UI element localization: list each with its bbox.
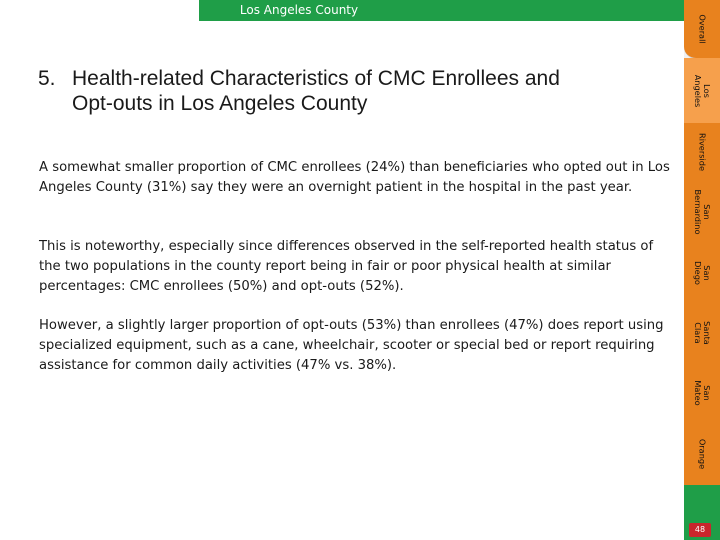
tab-overall[interactable] — [684, 0, 720, 59]
county-header-label: Los Angeles County — [239, 3, 359, 17]
county-side-nav — [684, 0, 720, 540]
title-line-1: Health-related Characteristics of CMC Enrollees and — [72, 67, 560, 90]
tab-san-diego[interactable] — [684, 243, 720, 303]
tab-san-diego-label: San Diego — [693, 260, 712, 285]
page-title — [38, 66, 678, 116]
paragraph-hospital-stay: A somewhat smaller proportion of CMC enrollees (24%) than beneficiaries who opted out in Los Angeles County (31%) say they were an overnight patient in the hospital in the past year. — [39, 160, 670, 195]
tab-san-mateo[interactable] — [684, 363, 720, 423]
tab-los-angeles[interactable] — [684, 58, 720, 124]
tab-santa-clara-label: Santa Clara — [693, 320, 712, 345]
title-number: 5. — [38, 67, 56, 90]
paragraph-health-status: This is noteworthy, especially since differences observed in the self-reported health status of the two populations in the county report being in fair or poor physical health at similar percentages: CMC enrollees (50%) and opt-outs (52%). — [39, 239, 654, 294]
tab-santa-clara[interactable] — [684, 302, 720, 364]
tab-los-angeles-label: Los Angeles — [693, 74, 712, 107]
county-header-bar — [199, 0, 684, 21]
tab-riverside[interactable] — [684, 123, 720, 181]
page-number-badge: 48 — [689, 523, 711, 537]
tab-san-bernardino[interactable] — [684, 180, 720, 244]
title-line-2: Opt-outs in Los Angeles County — [72, 92, 368, 115]
tab-overall-label: Overall — [697, 14, 708, 44]
paragraph-special-equipment: However, a slightly larger proportion of opt-outs (53%) than enrollees (47%) does report using specialized equipment, such as a cane, wheelchair, scooter or special bed or report requiring assistance for common daily activities (47% vs. 38%). — [39, 318, 664, 373]
tab-riverside-label: Riverside — [697, 132, 708, 171]
tab-san-bernardino-label: San Bernardino — [693, 189, 712, 234]
tab-san-mateo-label: San Mateo — [693, 379, 712, 406]
tab-orange[interactable] — [684, 422, 720, 486]
tab-orange-label: Orange — [697, 438, 708, 469]
